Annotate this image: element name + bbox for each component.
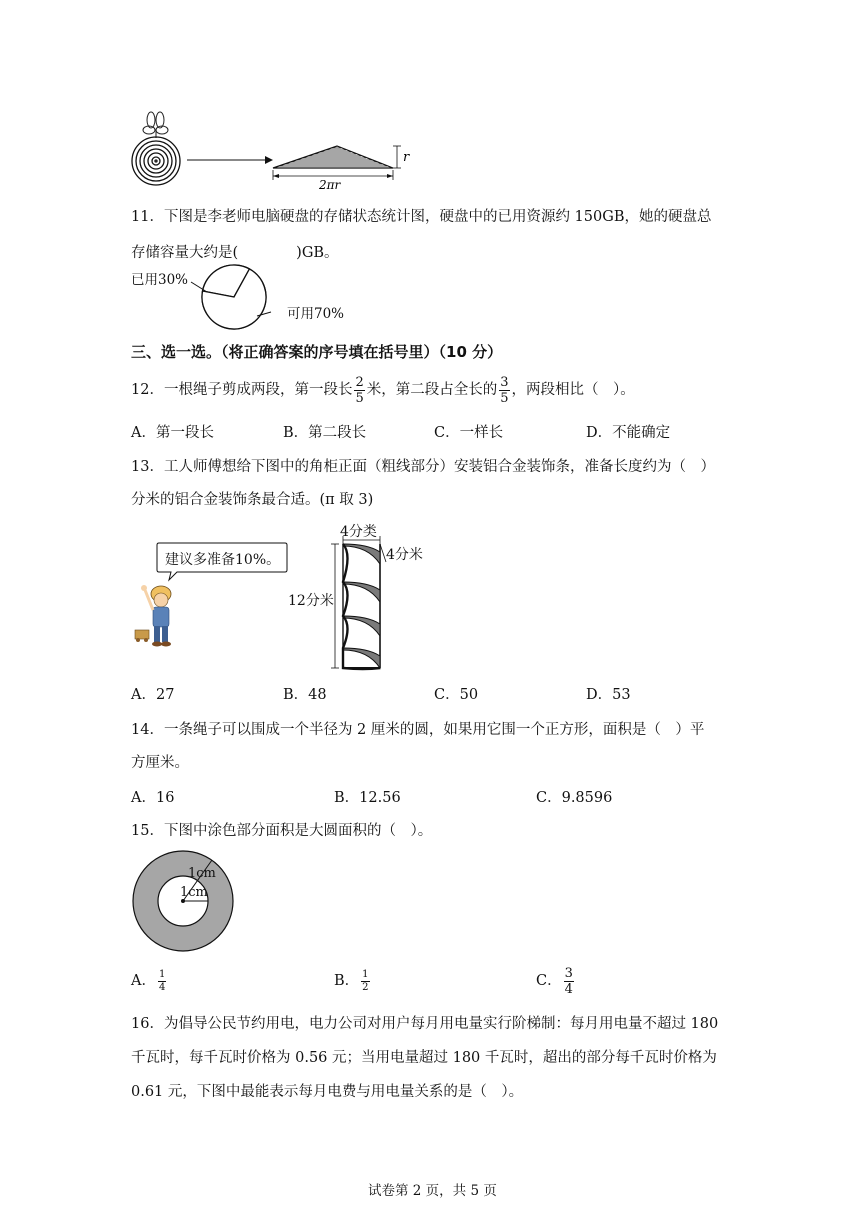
q15-option-c[interactable]: C． $\frac{3}{4}$ — [536, 965, 573, 997]
cabinet-shelves — [343, 544, 380, 668]
q11-line1: 11．下图是李老师电脑硬盘的存储状态统计图，硬盘中的已用资源约 150GB，她的硬盘总 — [131, 209, 712, 225]
q12-option-d[interactable]: D．不能确定 — [586, 425, 671, 441]
cabinet-height-label: 12分米 — [288, 593, 334, 609]
q14-option-a[interactable]: A．16 — [131, 790, 175, 806]
q15-option-b[interactable]: B． $\frac{1}{2}$ — [334, 968, 369, 993]
worker-icon — [133, 580, 185, 648]
circle-to-triangle-figure — [125, 108, 425, 190]
pie-free-label: 可用70% — [287, 306, 345, 322]
fraction-3-5: $\frac{3}{5}$ — [500, 374, 509, 406]
speech-bubble-text: 建议多准备10%。 — [165, 552, 281, 568]
q13-option-d[interactable]: D．53 — [586, 687, 631, 703]
q16-line2: 千瓦时，每千瓦时价格为 0.56 元；当用电量超过 180 千瓦时，超出的部分每千瓦时价格为 — [131, 1050, 717, 1066]
q15-option-a[interactable]: A． $\frac{1}{4}$ — [131, 968, 166, 993]
q14-option-b[interactable]: B．12.56 — [334, 790, 401, 806]
cabinet-side-label: 4分米 — [386, 547, 423, 563]
cabinet-top-label: 4分类 — [340, 524, 377, 540]
concentric-rings — [132, 137, 180, 185]
fraction-2-5: $\frac{2}{5}$ — [355, 374, 364, 406]
q12-option-a[interactable]: A．第一段长 — [131, 425, 214, 441]
striped-triangle — [273, 146, 393, 168]
q13-option-a[interactable]: A．27 — [131, 687, 175, 703]
q12-part1: 12．一根绳子剪成两段，第一段长 — [131, 382, 353, 398]
pie-used-label: 已用30% — [131, 272, 189, 288]
q13-line1: 13．工人师傅想给下图中的角柜正面（粗线部分）安装铝合金装饰条，准备长度约为（ ） — [131, 459, 715, 475]
q14-line2: 方厘米。 — [131, 755, 189, 771]
q13-option-b[interactable]: B．48 — [283, 687, 327, 703]
flower-icon — [143, 112, 168, 138]
q12-stem — [131, 374, 635, 406]
q12-part3: ，两段相比（ ）。 — [511, 382, 635, 398]
q14-line1: 14．一条绳子可以围成一个半径为 2 厘米的圆，如果用它围一个正方形，面积是（ ）平 — [131, 722, 705, 738]
page-footer: 试卷第 2 页，共 5 页 — [368, 1183, 497, 1199]
q11-line2: 存储容量大约是( )GB。 — [131, 245, 339, 261]
q16-line3: 0.61 元，下图中最能表示每月电费与用电量关系的是（ ）。 — [131, 1084, 524, 1100]
inner-radius-label: 1cm — [180, 885, 208, 900]
q16-line1: 16．为倡导公民节约用电，电力公司对用户每月用电量实行阶梯制：每月用电量不超过 180 — [131, 1016, 719, 1032]
outer-radius-label: 1cm — [188, 866, 216, 881]
q12-part2: 米，第二段占全长的 — [366, 382, 498, 398]
q12-option-c[interactable]: C．一样长 — [434, 425, 504, 441]
q14-option-c[interactable]: C．9.8596 — [536, 790, 613, 806]
q15-stem: 15．下图中涂色部分面积是大圆面积的（ ）。 — [131, 823, 433, 839]
annulus-figure — [130, 850, 238, 956]
q13-option-c[interactable]: C．50 — [434, 687, 479, 703]
base-label: 2πr — [319, 178, 341, 190]
corner-cabinet-figure — [320, 528, 400, 674]
q12-option-b[interactable]: B．第二段长 — [283, 425, 367, 441]
storage-pie-chart — [185, 260, 275, 338]
radius-label: r — [403, 150, 410, 165]
q13-line2: 分米的铝合金装饰条最合适。(π 取 3) — [131, 492, 374, 508]
section-title: 三、选一选。（将正确答案的序号填在括号里）（10 分） — [131, 343, 503, 361]
